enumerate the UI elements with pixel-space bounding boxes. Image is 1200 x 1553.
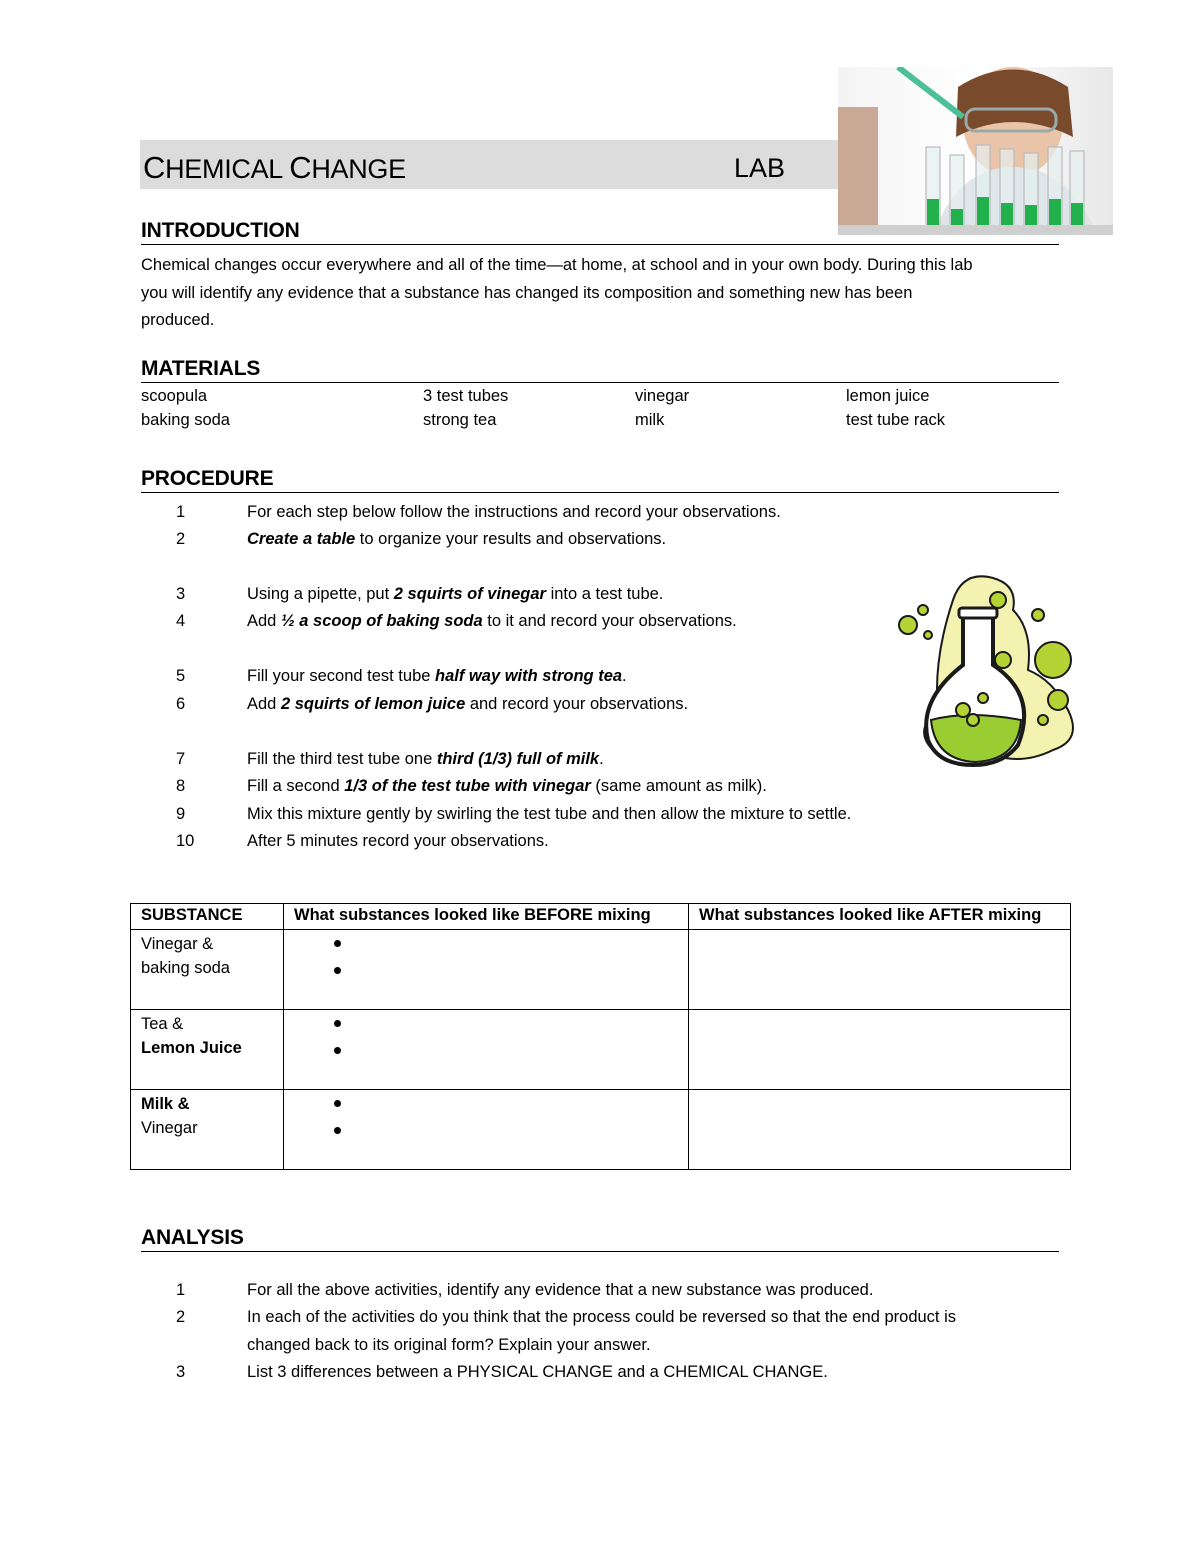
intro-line: you will identify any evidence that a substance has changed its composition and something new has been bbox=[141, 283, 913, 302]
table-row bbox=[131, 930, 1071, 1010]
observations-table bbox=[130, 903, 1071, 1170]
step-text: Mix this mixture gently by swirling the test tube and then allow the mixture to settle. bbox=[247, 805, 852, 823]
bullet-item bbox=[341, 1119, 678, 1146]
scientist-photo bbox=[838, 67, 1113, 235]
step-number: 1 bbox=[176, 503, 186, 521]
procedure-heading: PROCEDURE bbox=[141, 467, 1059, 493]
step-number: 8 bbox=[176, 777, 186, 795]
table-row bbox=[131, 1010, 1071, 1090]
column-header: What substances looked like AFTER mixing bbox=[689, 904, 1071, 930]
material-item: strong tea bbox=[423, 411, 497, 429]
material-item: lemon juice bbox=[846, 387, 930, 405]
step-number: 3 bbox=[176, 585, 186, 603]
introduction-text bbox=[141, 252, 1066, 335]
question-text: In each of the activities do you think that the process could be reversed so that the end product is bbox=[247, 1308, 957, 1326]
step-number: 4 bbox=[176, 612, 186, 630]
intro-line: produced. bbox=[141, 311, 215, 329]
materials-heading: MATERIALS bbox=[141, 357, 1059, 383]
column-header: SUBSTANCE bbox=[131, 904, 284, 930]
step-text: After 5 minutes record your observations. bbox=[247, 832, 549, 850]
bullet-item bbox=[341, 932, 678, 959]
bullet-list bbox=[294, 1012, 678, 1066]
flask-icon bbox=[893, 570, 1083, 775]
bullet-item bbox=[341, 959, 678, 986]
step-text: Fill a second 1/3 of the test tube with vinegar (same amount as milk). bbox=[247, 777, 767, 795]
step-number: 6 bbox=[176, 695, 186, 713]
step-text: Add 2 squirts of lemon juice and record your observations. bbox=[247, 695, 689, 713]
material-item: vinegar bbox=[635, 387, 690, 405]
bullet-item bbox=[341, 1012, 678, 1039]
material-item: 3 test tubes bbox=[423, 387, 509, 405]
step-text: Create a table to organize your results and observations. bbox=[247, 530, 667, 548]
bullet-list bbox=[294, 1092, 678, 1146]
after-cell[interactable] bbox=[689, 1090, 1071, 1170]
material-item: baking soda bbox=[141, 411, 230, 429]
step-text: Fill your second test tube half way with strong tea. bbox=[247, 667, 627, 685]
substance-cell: Vinegar & baking soda bbox=[131, 930, 284, 1010]
lab-label: LAB bbox=[734, 153, 786, 183]
introduction-heading: INTRODUCTION bbox=[141, 219, 1059, 245]
step-text: Fill the third test tube one third (1/3) full of milk. bbox=[247, 750, 604, 768]
step-number: 10 bbox=[176, 832, 195, 850]
after-cell[interactable] bbox=[689, 1010, 1071, 1090]
before-cell[interactable] bbox=[284, 1090, 689, 1170]
step-number: 5 bbox=[176, 667, 186, 685]
question-text: For all the above activities, identify any evidence that a new substance was produced. bbox=[247, 1281, 874, 1299]
intro-line: Chemical changes occur everywhere and all of the time—at home, at school and in your own body. During this lab bbox=[141, 256, 973, 274]
question-number: 2 bbox=[176, 1308, 186, 1326]
before-cell[interactable] bbox=[284, 1010, 689, 1090]
step-text: Using a pipette, put 2 squirts of vinegar into a test tube. bbox=[247, 585, 664, 603]
question-number: 3 bbox=[176, 1363, 186, 1381]
step-number: 9 bbox=[176, 805, 186, 823]
table-header-row bbox=[131, 904, 1071, 930]
material-item: milk bbox=[635, 411, 665, 429]
step-number: 2 bbox=[176, 530, 186, 548]
bullet-item bbox=[341, 1039, 678, 1066]
question-text: changed back to its original form? Explain your answer. bbox=[247, 1336, 651, 1354]
before-cell[interactable] bbox=[284, 930, 689, 1010]
after-cell[interactable] bbox=[689, 930, 1071, 1010]
bullet-item bbox=[341, 1092, 678, 1119]
step-text: Add ½ a scoop of baking soda to it and record your observations. bbox=[247, 612, 737, 630]
step-text: For each step below follow the instructions and record your observations. bbox=[247, 503, 781, 521]
question-text: List 3 differences between a PHYSICAL CHANGE and a CHEMICAL CHANGE. bbox=[247, 1363, 828, 1381]
page-title: CHEMICAL CHANGE bbox=[143, 150, 406, 185]
column-header: What substances looked like BEFORE mixing bbox=[284, 904, 689, 930]
bullet-list bbox=[294, 932, 678, 986]
material-item: test tube rack bbox=[846, 411, 946, 429]
table-row bbox=[131, 1090, 1071, 1170]
substance-cell: Tea & Lemon Juice bbox=[131, 1010, 284, 1090]
step-number: 7 bbox=[176, 750, 186, 768]
material-item: scoopula bbox=[141, 387, 208, 405]
question-number: 1 bbox=[176, 1281, 186, 1299]
analysis-heading: ANALYSIS bbox=[141, 1226, 1059, 1252]
substance-cell: Milk & Vinegar bbox=[131, 1090, 284, 1170]
